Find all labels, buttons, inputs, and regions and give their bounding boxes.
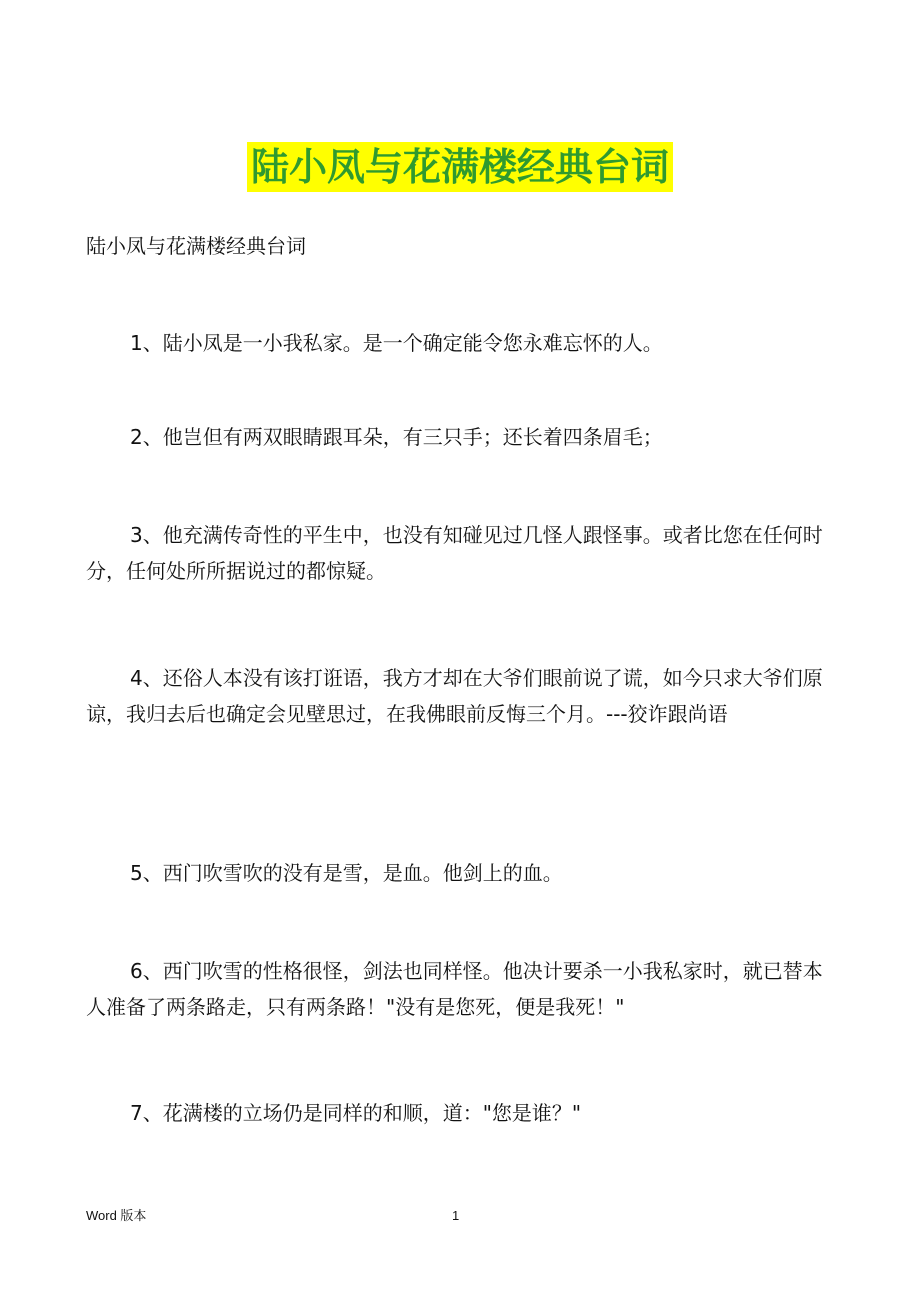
paragraph-2: 2、他岂但有两双眼睛跟耳朵，有三只手；还长着四条眉毛；	[130, 425, 663, 449]
paragraph-5: 5、西门吹雪吹的没有是雪，是血。他剑上的血。	[130, 861, 563, 885]
title-container	[0, 142, 920, 192]
paragraph-7: 7、花满楼的立场仍是同样的和顺，道："您是谁？"	[130, 1101, 582, 1125]
page-title: 陆小凤与花满楼经典台词	[247, 142, 673, 192]
paragraph-6: 6、西门吹雪的性格很怪，剑法也同样怪。他决计要杀一小我私家时，就已替本人准备了两条路走，只有两条路！"没有是您死，便是我死！"	[86, 959, 823, 1019]
paragraph-4: 4、还俗人本没有该打诳语，我方才却在大爷们眼前说了谎，如今只求大爷们原谅，我归去后也确定会见壁思过，在我佛眼前反悔三个月。---狡诈跟尚语	[86, 666, 823, 726]
document-subtitle: 陆小凤与花满楼经典台词	[86, 234, 306, 258]
page-number: 1	[452, 1208, 460, 1223]
footer-label: Word 版本	[86, 1208, 147, 1223]
paragraph-1: 1、陆小凤是一小我私家。是一个确定能令您永难忘怀的人。	[130, 331, 663, 355]
paragraph-3: 3、他充满传奇性的平生中，也没有知碰见过几怪人跟怪事。或者比您在任何时分，任何处所所据说过的都惊疑。	[86, 523, 823, 583]
